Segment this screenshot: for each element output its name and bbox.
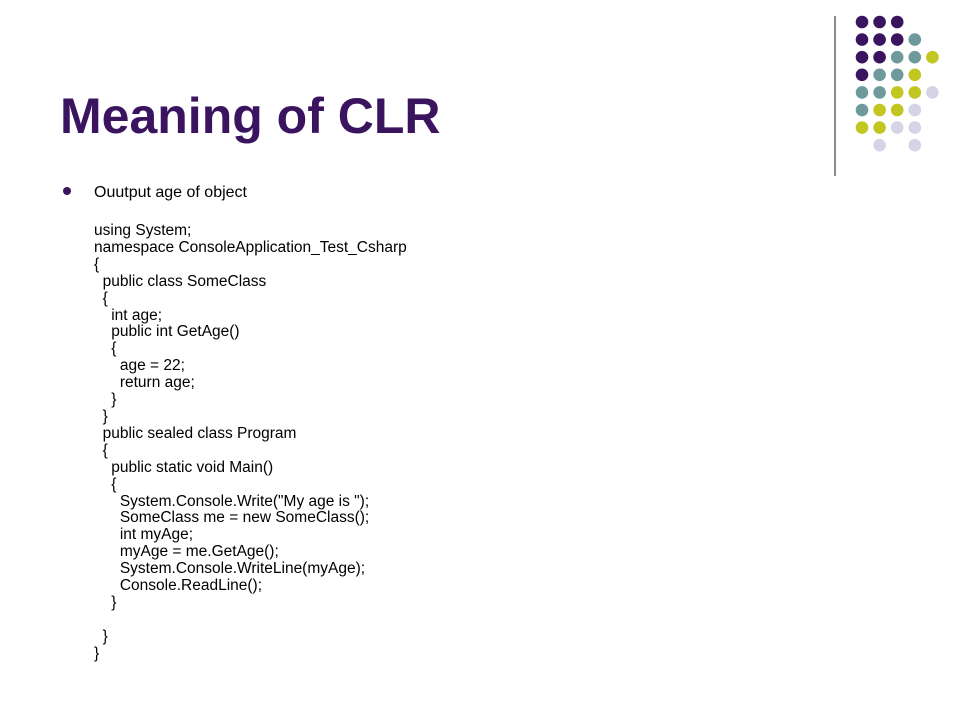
code-line: } xyxy=(94,627,108,645)
code-line: { xyxy=(94,255,100,273)
bullet-text: Ouutput age of object xyxy=(94,184,247,201)
decorative-dot xyxy=(873,86,886,99)
code-block xyxy=(94,223,694,663)
decorative-dot xyxy=(891,86,904,99)
decorative-dot xyxy=(873,121,886,134)
code-line: { xyxy=(94,475,117,493)
code-line: } xyxy=(94,644,100,662)
code-line: public static void Main() xyxy=(94,458,274,476)
code-line: namespace ConsoleApplication_Test_Csharp xyxy=(94,238,407,256)
decorative-dot xyxy=(856,104,869,117)
code-line: using System; xyxy=(94,222,192,239)
decorative-dot xyxy=(909,86,922,99)
code-line: SomeClass me = new SomeClass(); xyxy=(94,509,370,527)
decorative-dot xyxy=(873,139,886,152)
decorative-dot xyxy=(873,69,886,82)
code-line: { xyxy=(94,289,108,307)
code-line: return age; xyxy=(94,374,195,392)
code-line xyxy=(94,612,694,629)
code-line: System.Console.Write("My age is "); xyxy=(94,492,370,510)
code-line: { xyxy=(94,340,117,358)
code-line: int age; xyxy=(94,306,163,324)
code-line: } xyxy=(94,407,108,425)
decorative-dot xyxy=(891,33,904,46)
vertical-rule xyxy=(834,16,836,176)
decorative-dot xyxy=(926,86,939,99)
decorative-dot xyxy=(909,104,922,117)
decorative-dot xyxy=(891,16,904,29)
decorative-dot xyxy=(856,86,869,99)
decorative-dot xyxy=(909,33,922,46)
decorative-dot xyxy=(891,69,904,82)
code-line: int myAge; xyxy=(94,526,194,544)
decorative-dot xyxy=(856,51,869,64)
decorative-dot xyxy=(909,51,922,64)
decorative-dot xyxy=(856,16,869,29)
decorative-dot xyxy=(873,104,886,117)
decorative-dot xyxy=(909,121,922,134)
code-line: { xyxy=(94,441,108,459)
decorative-dot xyxy=(856,121,869,134)
decorative-dot xyxy=(856,69,869,82)
decorative-dot xyxy=(909,139,922,152)
decorative-dot xyxy=(926,51,939,64)
code-line: myAge = me.GetAge(); xyxy=(94,543,279,561)
decorative-dot xyxy=(873,16,886,29)
code-line: age = 22; xyxy=(94,357,185,375)
slide-title: Meaning of CLR xyxy=(60,88,441,144)
decorative-dot xyxy=(873,51,886,64)
code-line: public sealed class Program xyxy=(94,424,297,442)
code-line: Console.ReadLine(); xyxy=(94,577,263,595)
decorative-dot xyxy=(891,121,904,134)
bullet-dot-icon xyxy=(63,187,71,195)
code-line: System.Console.WriteLine(myAge); xyxy=(94,560,366,578)
decorative-dot xyxy=(891,51,904,64)
decorative-dot xyxy=(873,33,886,46)
decorative-dot xyxy=(909,69,922,82)
decorative-dot xyxy=(856,33,869,46)
code-line: } xyxy=(94,391,117,409)
code-line: } xyxy=(94,593,117,611)
decorative-dot xyxy=(891,104,904,117)
code-line: public class SomeClass xyxy=(94,272,267,290)
code-line: public int GetAge() xyxy=(94,323,240,341)
